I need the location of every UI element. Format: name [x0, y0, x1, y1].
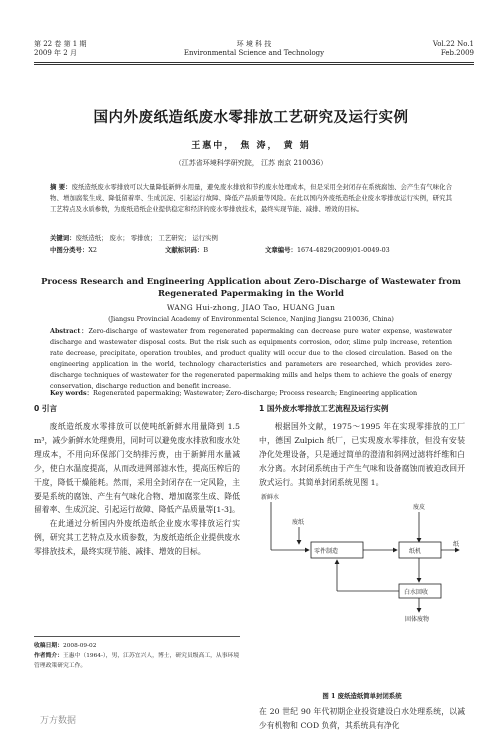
section-0-paragraph-2: 在此通过分析国内外废纸造纸企业废水零排放运行实例，研究其工艺特点及水质参数，为废纸造纸企业提供废水零排放技术，最终实现节能、减排、增效的目标。	[34, 519, 240, 557]
figure-1-caption: 图 1 废纸造纸简单封闭系统	[322, 692, 402, 700]
figure-1	[259, 492, 465, 662]
label-paper: 纸	[453, 541, 460, 548]
section-0-heading: 0 引言	[34, 404, 58, 413]
keywords-cn-text: 废纸造纸； 废水； 零排放； 工艺研究； 运行实例	[75, 234, 218, 242]
footnote	[34, 636, 240, 671]
date-en: Feb.2009	[440, 49, 474, 57]
abstract-cn	[50, 182, 452, 214]
header-center	[34, 40, 474, 58]
volume-issue-en: Vol.22 No.1	[432, 40, 474, 48]
doc-code-label: 文献标识码：	[165, 246, 204, 254]
label-solid-waste: 固体废物	[405, 616, 430, 623]
right-column	[259, 402, 465, 490]
abstract-en-text: Zero-discharge of wastewater from regenerated papermaking can decrease pure water expense, wastewater discharge and wastewater disposal costs. But the risk such as equipments corrosion, odor, slime pulp increase, retention rate decrease, precipitate, operation troubles, and product quality will occur due to the closed circulation. Based on the engineering application in the world, technology characteristics and parameters are researched, which provides zero-discharge techniques of wastewater for the regenerated papermaking mills and helps them to achieve the goals of energy conservation, discharge reduction and benefit increase.	[50, 327, 452, 390]
paper-title-en: Process Research and Engineering Application about Zero-Discharge of Wastewater from Regenerated Papermaking in the World	[41, 276, 461, 298]
volume-issue-cn: 第 22 卷 第 1 期	[34, 40, 87, 48]
article-no-value: 1674-4829(2009)01-0049-03	[296, 246, 390, 254]
authors-cn: 王惠中， 焦 涛， 黄 娟	[191, 141, 311, 151]
section-1-heading: 1 国外废水零排放工艺流程及运行实例	[259, 404, 389, 413]
clc-label: 中图分类号：	[50, 246, 89, 254]
abstract-en	[50, 326, 452, 391]
doc-code-value: B	[203, 246, 209, 254]
affiliation-cn: （江苏省环境科学研究院， 江苏 南京 210036）	[174, 159, 328, 167]
author-bio-text: 王惠中（1964-），男，江苏宜兴人，博士，研究员级高工，从事环境管理政策研究工作。	[34, 653, 240, 669]
affiliation-en: (Jiangsu Provincial Academy of Environmental Science, Nanjing Jiangsu 210036, China)	[108, 315, 394, 323]
left-column	[34, 402, 240, 559]
keywords-en	[50, 388, 452, 397]
label-white-water: 白水回收	[404, 589, 429, 596]
section-0-paragraph-1: 废纸造纸废水零排放可以使吨纸新鲜水用量降到 1.5 m³，减少新鲜水处理费用，同时可以避免废水排放和废水处理成本，不用向环保部门交纳排污费，由于新鲜用水量减少，使白水温度提高，从而改进网部滤水性，提高压榨后的干度，降低干燥能耗。然而，采用全封闭存在一定风险，主要是系统的腐蚀、产生有气味化合物、增加腐浆生成、降低留着率、生成沉淀、引起运行故障、降低产品质量等[1-3]。	[34, 422, 240, 515]
keywords-en-label: Key words：	[50, 389, 94, 397]
received-value: 2008-09-02	[63, 643, 97, 649]
date-cn: 2009 年 2 月	[34, 49, 77, 57]
keywords-cn	[50, 233, 452, 242]
label-paper-machine: 纸机	[409, 548, 422, 555]
flow-diagram	[259, 492, 465, 662]
label-fresh-water: 新鲜水	[261, 494, 280, 501]
label-pulping: 零件制造	[314, 548, 339, 555]
header-right	[433, 40, 474, 58]
journal-name-cn: 环 境 科 技	[236, 40, 272, 48]
right-column-continuation: 在 20 世纪 90 年代初期企业投资建设白水处理系统，以减少有机物和 COD 负荷，其系统具有净化	[259, 707, 465, 730]
section-1-paragraph-1: 根据国外文献，1975～1995 年在实现零排放的工厂中，德国 Zulpich 纸厂，已实现废水零排放，但没有安装净化处理设备，只是通过简单的澄清和斜网过滤将纤维和白水分离。水封闭系统由于产生气味和设备腐蚀而被迫改回开放式运行。其简单封闭系统见图 1。	[259, 422, 465, 487]
keywords-en-text: Regenerated papermaking; Wastewater; Zero-discharge; Process research; Engineering application	[93, 389, 418, 397]
abstract-cn-label: 摘 要：	[50, 183, 72, 191]
received-date	[34, 641, 240, 651]
article-no-label: 文章编号：	[265, 246, 297, 254]
header-rule	[34, 62, 474, 65]
label-waste-paper: 废纸	[292, 519, 305, 526]
label-broke: 废皮	[413, 504, 426, 511]
clc-value: X2	[88, 246, 97, 254]
abstract-en-label: Abstract：	[50, 327, 89, 335]
received-label: 收稿日期：	[34, 643, 63, 649]
paper-title-cn: 国内外废纸造纸废水零排放工艺研究及运行实例	[93, 109, 409, 126]
author-bio	[34, 651, 240, 671]
running-header	[34, 40, 474, 62]
keywords-cn-label: 关键词：	[50, 234, 76, 242]
watermark: 万方数据	[40, 716, 77, 726]
authors-en: WANG Hui-zhong, JIAO Tao, HUANG Juan	[166, 303, 336, 312]
author-bio-label: 作者简介：	[34, 653, 63, 659]
journal-name-en: Environmental Science and Technology	[183, 49, 325, 57]
abstract-cn-text: 废纸造纸废水零排放可以大量降低新鲜水用量，避免废水排放和节约废水处理成本，但是采用全封闭存在系统腐蚀、会产生有气味化合物、增加腐浆生成、降低留着率、生成沉淀、引起运行故障、降低产品质量等风险。在此以国内外废纸造纸企业废水零排放运行实例，研究其工艺特点及水质参数，为废纸造纸企业提供稳定和经济的废水零排放技术，最终实现节能、减排、增效的目标。	[50, 183, 453, 213]
